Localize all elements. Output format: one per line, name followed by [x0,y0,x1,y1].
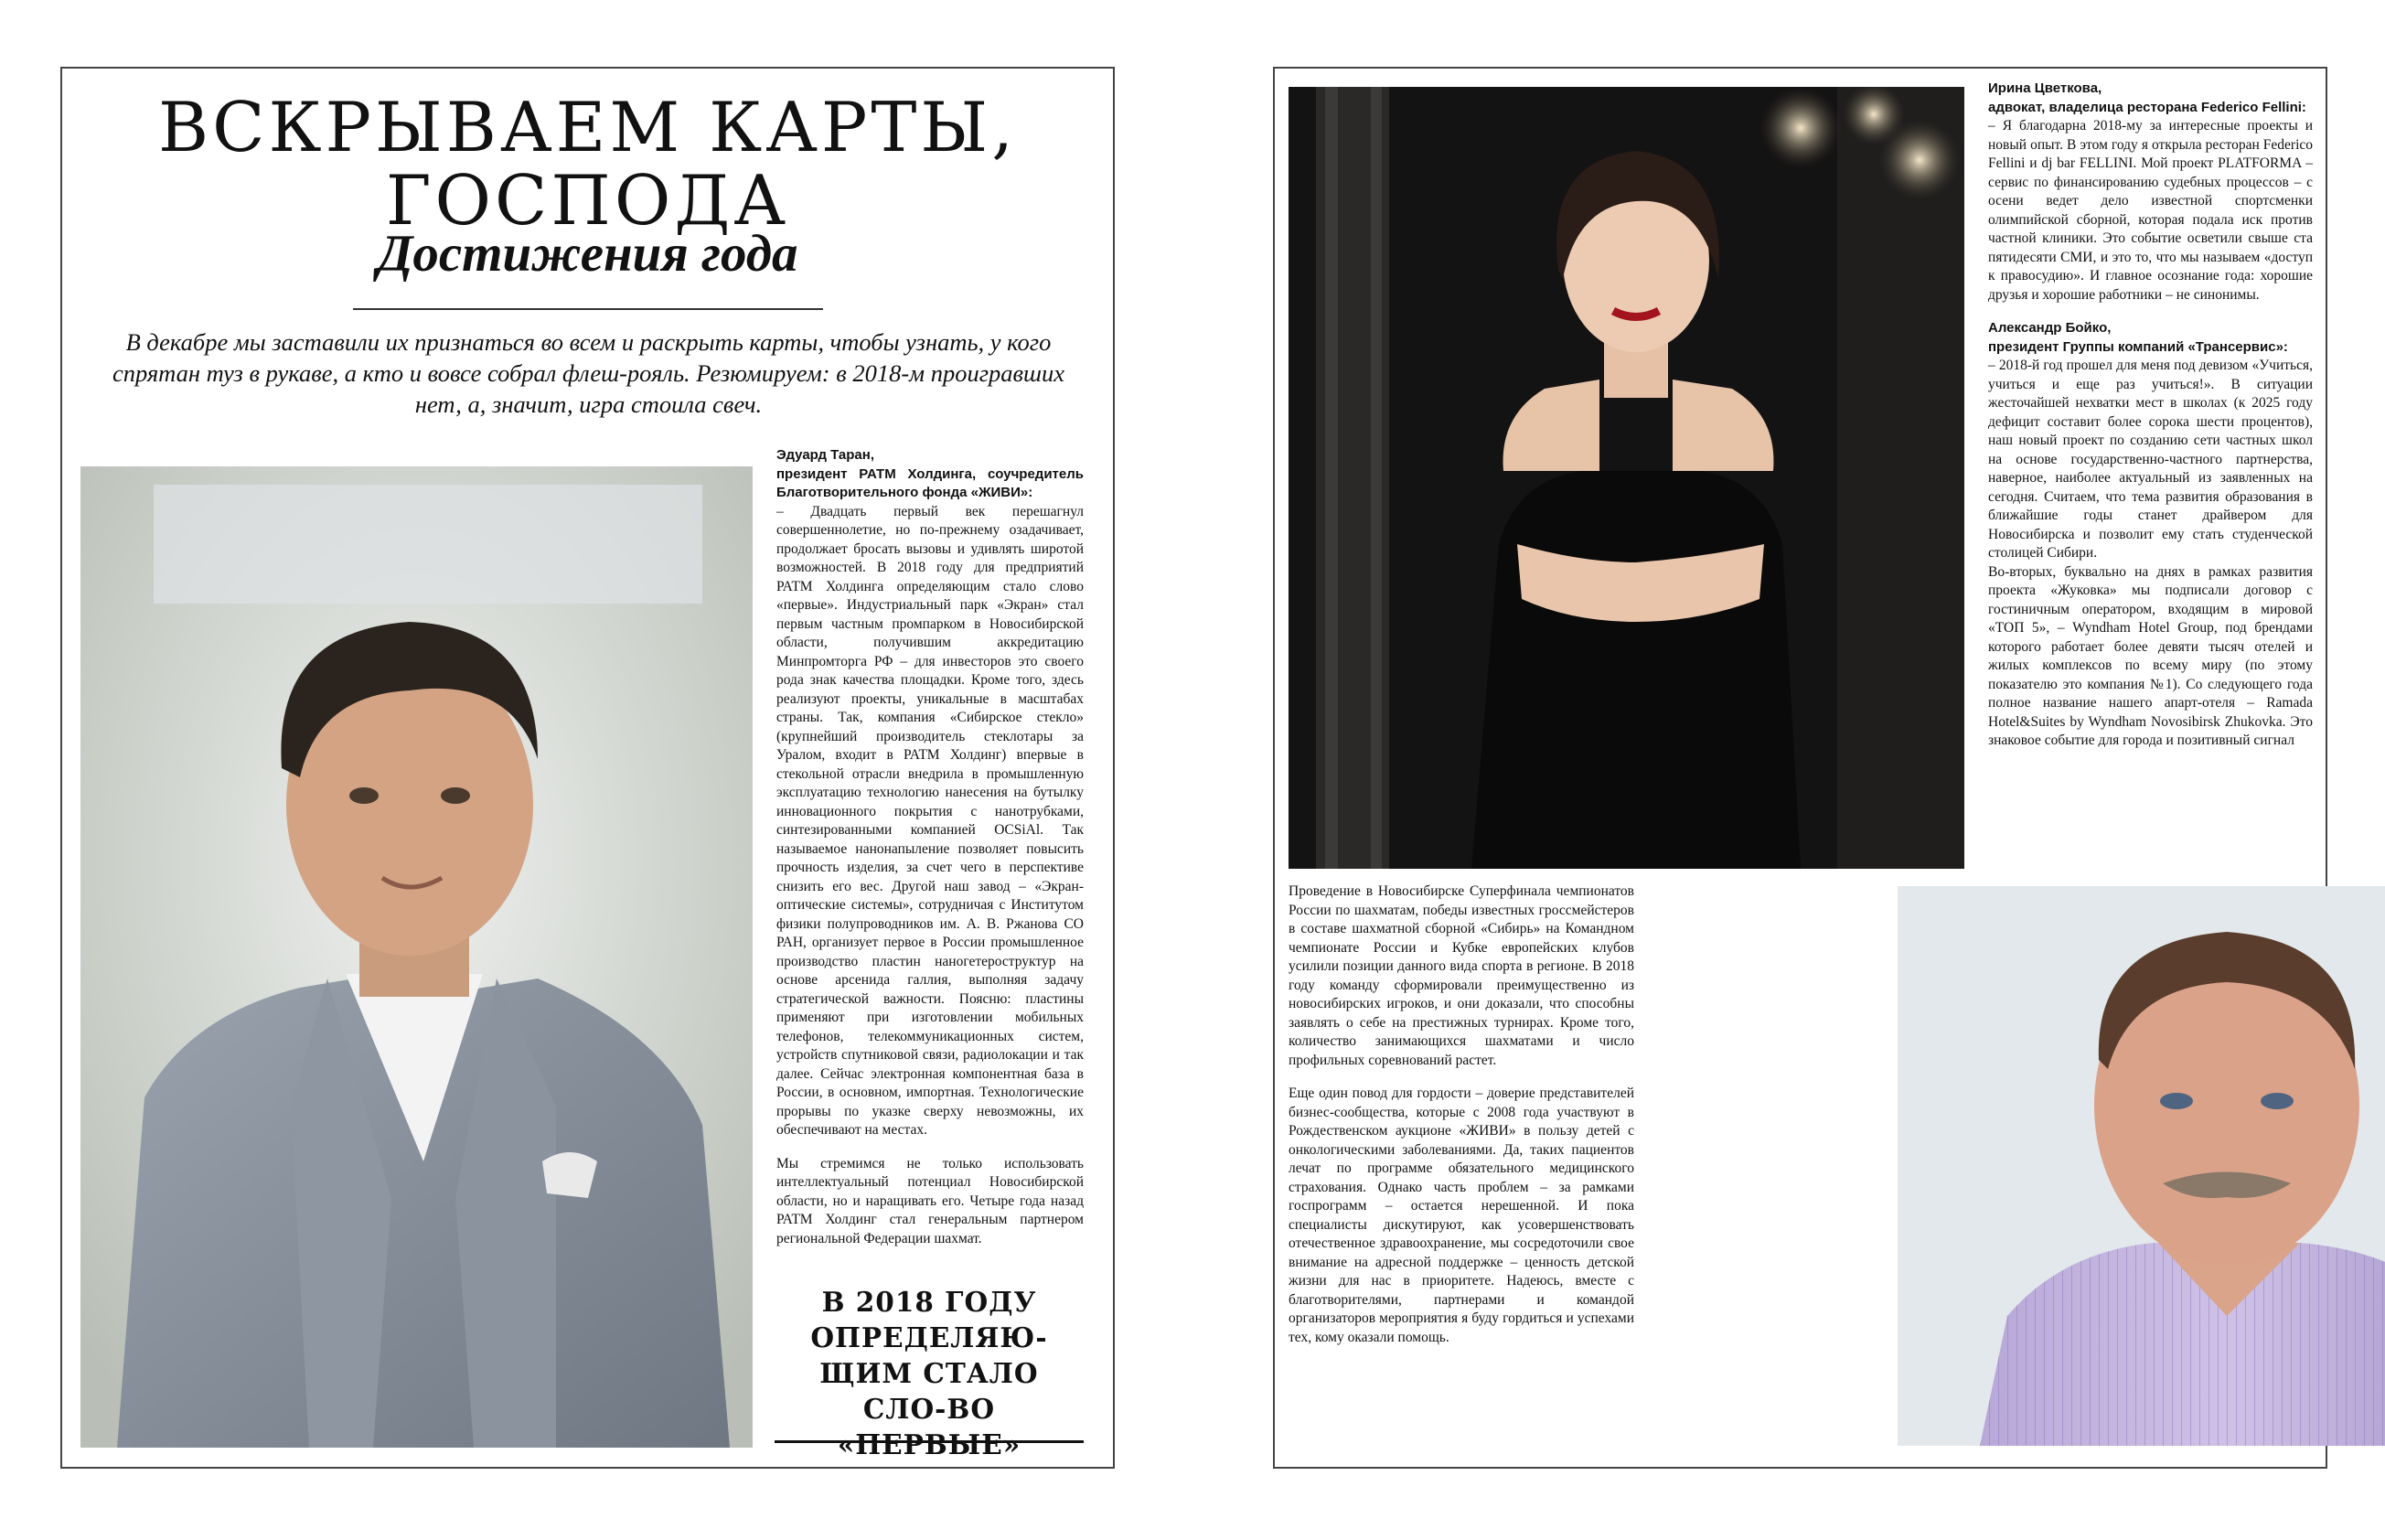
headline-line-1: ВСКРЫВАЕМ КАРТЫ, [157,87,1018,167]
portrait-illustration-taran [80,466,753,1448]
portrait-photo-tsvetkova [1289,87,1964,869]
subhead: Достижения года [377,225,798,283]
author-role-taran: президент РАТМ Холдинга, соучредитель Благотворительного фонда «ЖИВИ»: [776,465,1084,500]
taran-quote-column [776,446,1084,1263]
left-page [60,67,1115,1469]
author-role-boyko: президент Группы компаний «Трансервис»: [1988,338,2288,355]
portrait-illustration-boyko [1898,886,2385,1446]
taran-paragraph-1: – Двадцать первый век перешагнул совершеннолетие, но по-прежнему озадачивает, продолжает бросать вызовы и удивлять широтой возможностей. В 2018 году для предприятий РАТМ Холдинга определяющим стало слово «первые». Индустриальный парк «Экран» стал первым частным промпарком в Новосибирской области, получившим аккредитацию Минпромторга РФ – для инвесторов это своего рода знак качества площадки. Кроме того, здесь реализуют проекты, уникальные в масштабах страны. Так, компания «Сибирское стекло» (крупнейший производитель стеклотары за Уралом, входит в РАТМ Холдинг) впервые в стекольной отрасли внедрила в промышленную эксплуатацию технологию нанесения на бутылку инновационного покрытия с нанотрубками, синтезированными компанией OCSiAl. Так называемое нанонапыление позволяет повысить прочность изделия, за счет чего в перспективе снизить его вес. Другой наш завод – «Экран-оптические системы», сотрудничая с Институтом физики полупроводников им. А. В. Ржанова СО РАН, организует первое в России промышленное производство пластин наногетероструктур на основе арсенида галлия, выполняя задачу стратегической важности. Поясню: пластины применяют при изготовлении мобильных телефонов, телекоммуникационных систем, устройств спутниковой связи, радиолокации и так далее. Сейчас электронная компонентная база в России, в основном, импортная. Технологические прорывы по указке сверху невозможны, их обеспечивают на местах. [776,503,1084,1138]
author-name-taran: Эдуард Таран, [776,447,875,463]
continued-column-inner [1289,882,1634,1347]
taran-paragraph-2: Мы стремимся не только использовать интеллектуальный потенциал Новосибирской области, но и наращивать его. Четыре года назад РАТМ Холдинг стал генеральным партнером региональной Федерации шахмат. [776,1155,1084,1246]
boyko-paragraph-2: Во-вторых, буквально на днях в рамках развития проекта «Жуковка» мы подписали договор с гостиничным оператором, входящим в мировой «ТОП 5», – Wyndham Hotel Group, под брендами которого работает более девяти тысяч отелей и жилых комплексов по всему миру (по этому показателю это компания №1). Со следующего года полное название нашего апарт-отеля – Ramada Hotel&Suites by Wyndham Novosibirsk Zhukovka. Это знаковое событие для города и позитивный сигнал [1988,563,2313,748]
pull-quote-rule [775,1440,1084,1443]
right-page [1273,67,2327,1469]
author-role-tsvetkova: адвокат, владелица ресторана Federico Fellini: [1988,99,2306,115]
author-name-boyko: Александр Бойко, [1988,320,2112,336]
tsvetkova-paragraph-1: – Я благодарна 2018-му за интересные проекты и новый опыт. В этом году я открыла ресторан Federico Fellini и dj bar FELLINI. Мой проект PLATFORMA – сервис по финансированию судебных процессов – с осени ведет дело известной спортсменки олимпийской сборной, которая подала иск против частной клиники. Это событие осветили свыше ста пятидесяти СМИ, и это то, что мы называем «доступ к правосудию». И главное осознание года: хорошие друзья и хорошие работники – не синонимы. [1988,118,2313,303]
continued-column [1289,882,1879,1362]
right-quote-column [1988,80,2313,765]
portrait-illustration-tsvetkova [1289,87,1964,869]
headline-divider [353,308,823,310]
author-name-tsvetkova: Ирина Цветкова, [1988,80,2102,96]
continued-paragraph-1: Проведение в Новосибирске Суперфинала чемпионатов России по шахматам, победы известных гроссмейстеров в составе шахматной сборной «Сибирь» на Командном чемпионате России и Кубке европейских клубов усилили позиции данного вида спорта в регионе. В 2018 году команду сформировали преимущественно из новосибирских игроков, и они доказали, что способны заявлять о себе на престижных турнирах. Кроме того, количество занимающихся шахматами и число профильных соревнований растет. [1289,883,1634,1068]
lead-paragraph: В декабре мы заставили их признаться во всем и раскрыть карты, чтобы узнать, у кого спрятан туз в рукаве, а кто и вовсе собрал флеш-рояль. Резюмируем: в 2018-м проигравших нет, а, значит, игра стоила свеч. [112,328,1065,418]
headline-line-2: ГОСПОДА [385,160,790,241]
pull-quote: В 2018 ГОДУ ОПРЕДЕЛЯЮ-ЩИМ СТАЛО СЛО-ВО «ПЕРВЫЕ» [810,1286,1048,1460]
continued-paragraph-2: Еще один повод для гордости – доверие представителей бизнес-сообщества, которые с 2008 года участвуют в Рождественском аукционе «ЖИВИ» в пользу детей с онкологическими заболеваниями. Да, таких пациентов лечат по программе обязательного медицинского страхования. Однако часть проблем – за рамками госпрограмм – остается нерешенной. И пока специалисты дискутируют, как усовершенствовать отечественное здравоохранение, мы сосредоточили свое внимание на адресной поддержке – ценность детской жизни для нас в приоритете. Надеюсь, вместе с благотворителями, партнерами и командой организаторов мероприятия я буду гордиться и успехами тех, кому оказали помощь. [1289,1085,1634,1345]
portrait-photo-taran [80,466,753,1448]
boyko-paragraph-1: – 2018-й год прошел для меня под девизом «Учиться, учиться и еще раз учиться!». В ситуации жесточайшей нехватки мест в школах (к 2025 году дефицит составит более сорока шести процентов), наш новый проект по созданию сети частных школ на основе государственно-частного партнерства, наверное, наиболее актуальный из заявленных на сегодня. Считаем, что тема развития образования в ближайшие годы станет драйвером для Новосибирска и позволит ему стать студенческой столицей Сибири. [1988,358,2313,561]
portrait-photo-boyko [1898,886,2385,1446]
